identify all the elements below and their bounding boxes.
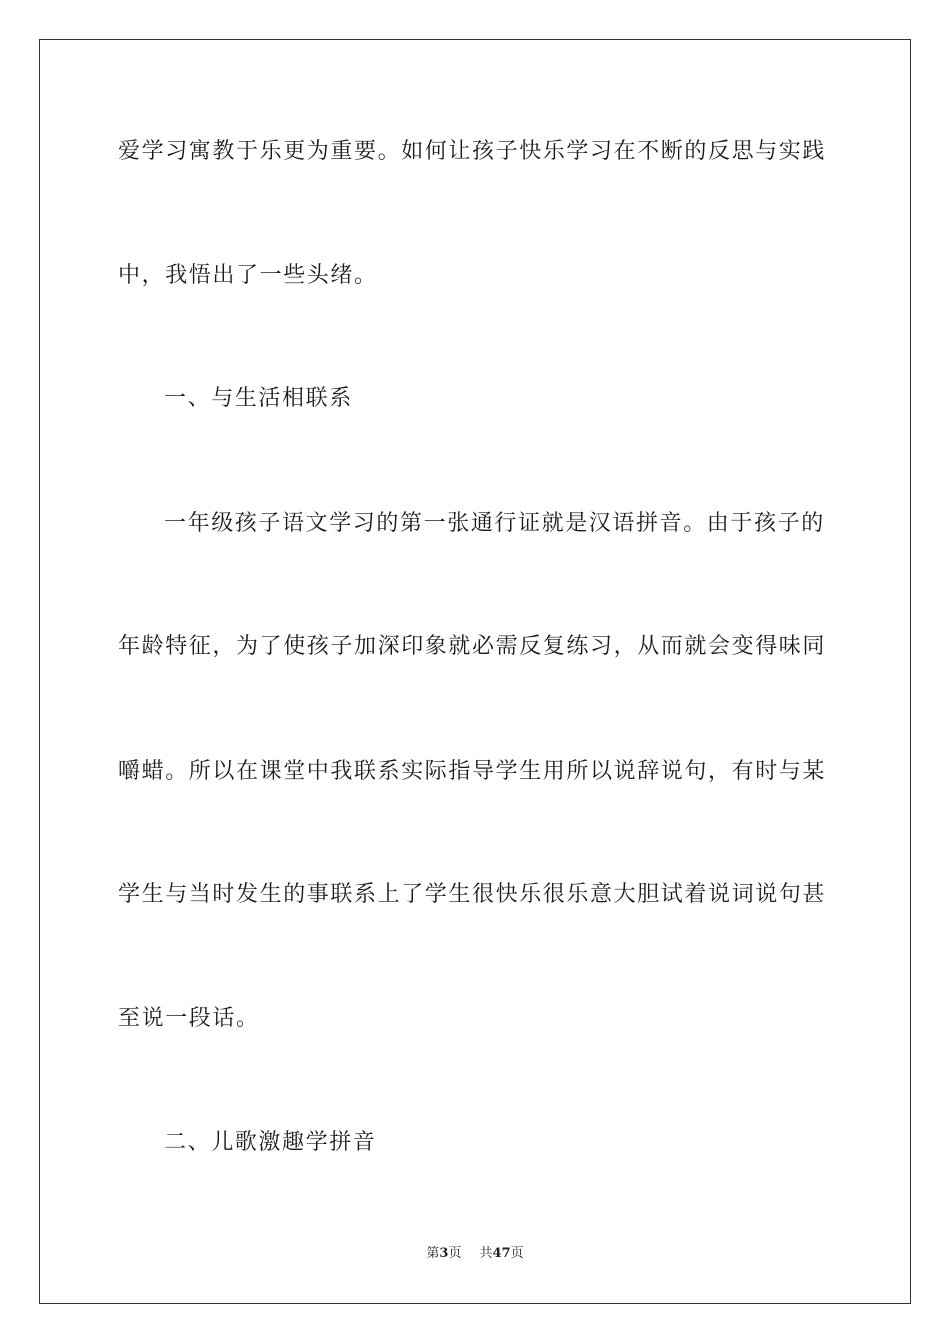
paragraph-line-7: 至说一段话。 (118, 1006, 260, 1031)
section-heading-2: 二、儿歌激趣学拼音 (164, 1130, 377, 1155)
total-suffix: 页 (510, 1246, 524, 1261)
paragraph-line-3: 一年级孩子语文学习的第一张通行证就是汉语拼音。由于孩子的 (164, 511, 825, 536)
page-suffix: 页 (448, 1246, 462, 1261)
page-number: 3 (439, 1246, 449, 1261)
paragraph-line-6: 学生与当时发生的事联系上了学生很快乐很乐意大胆试着说词说句甚 (118, 882, 827, 907)
paragraph-line-1: 爱学习寓教于乐更为重要。如何让孩子快乐学习在不断的反思与实践 (118, 139, 827, 164)
page-border (39, 39, 911, 1304)
paragraph-line-2: 中，我悟出了一些头绪。 (118, 263, 378, 288)
page-footer (0, 1245, 950, 1263)
total-prefix: 共 (479, 1246, 493, 1261)
section-heading-1: 一、与生活相联系 (164, 386, 353, 411)
paragraph-line-5: 嚼蜡。所以在课堂中我联系实际指导学生用所以说辞说句，有时与某 (118, 759, 827, 784)
page-prefix: 第 (426, 1246, 440, 1261)
paragraph-line-4: 年龄特征，为了使孩子加深印象就必需反复练习，从而就会变得味同 (118, 634, 827, 659)
total-pages: 47 (492, 1246, 511, 1261)
